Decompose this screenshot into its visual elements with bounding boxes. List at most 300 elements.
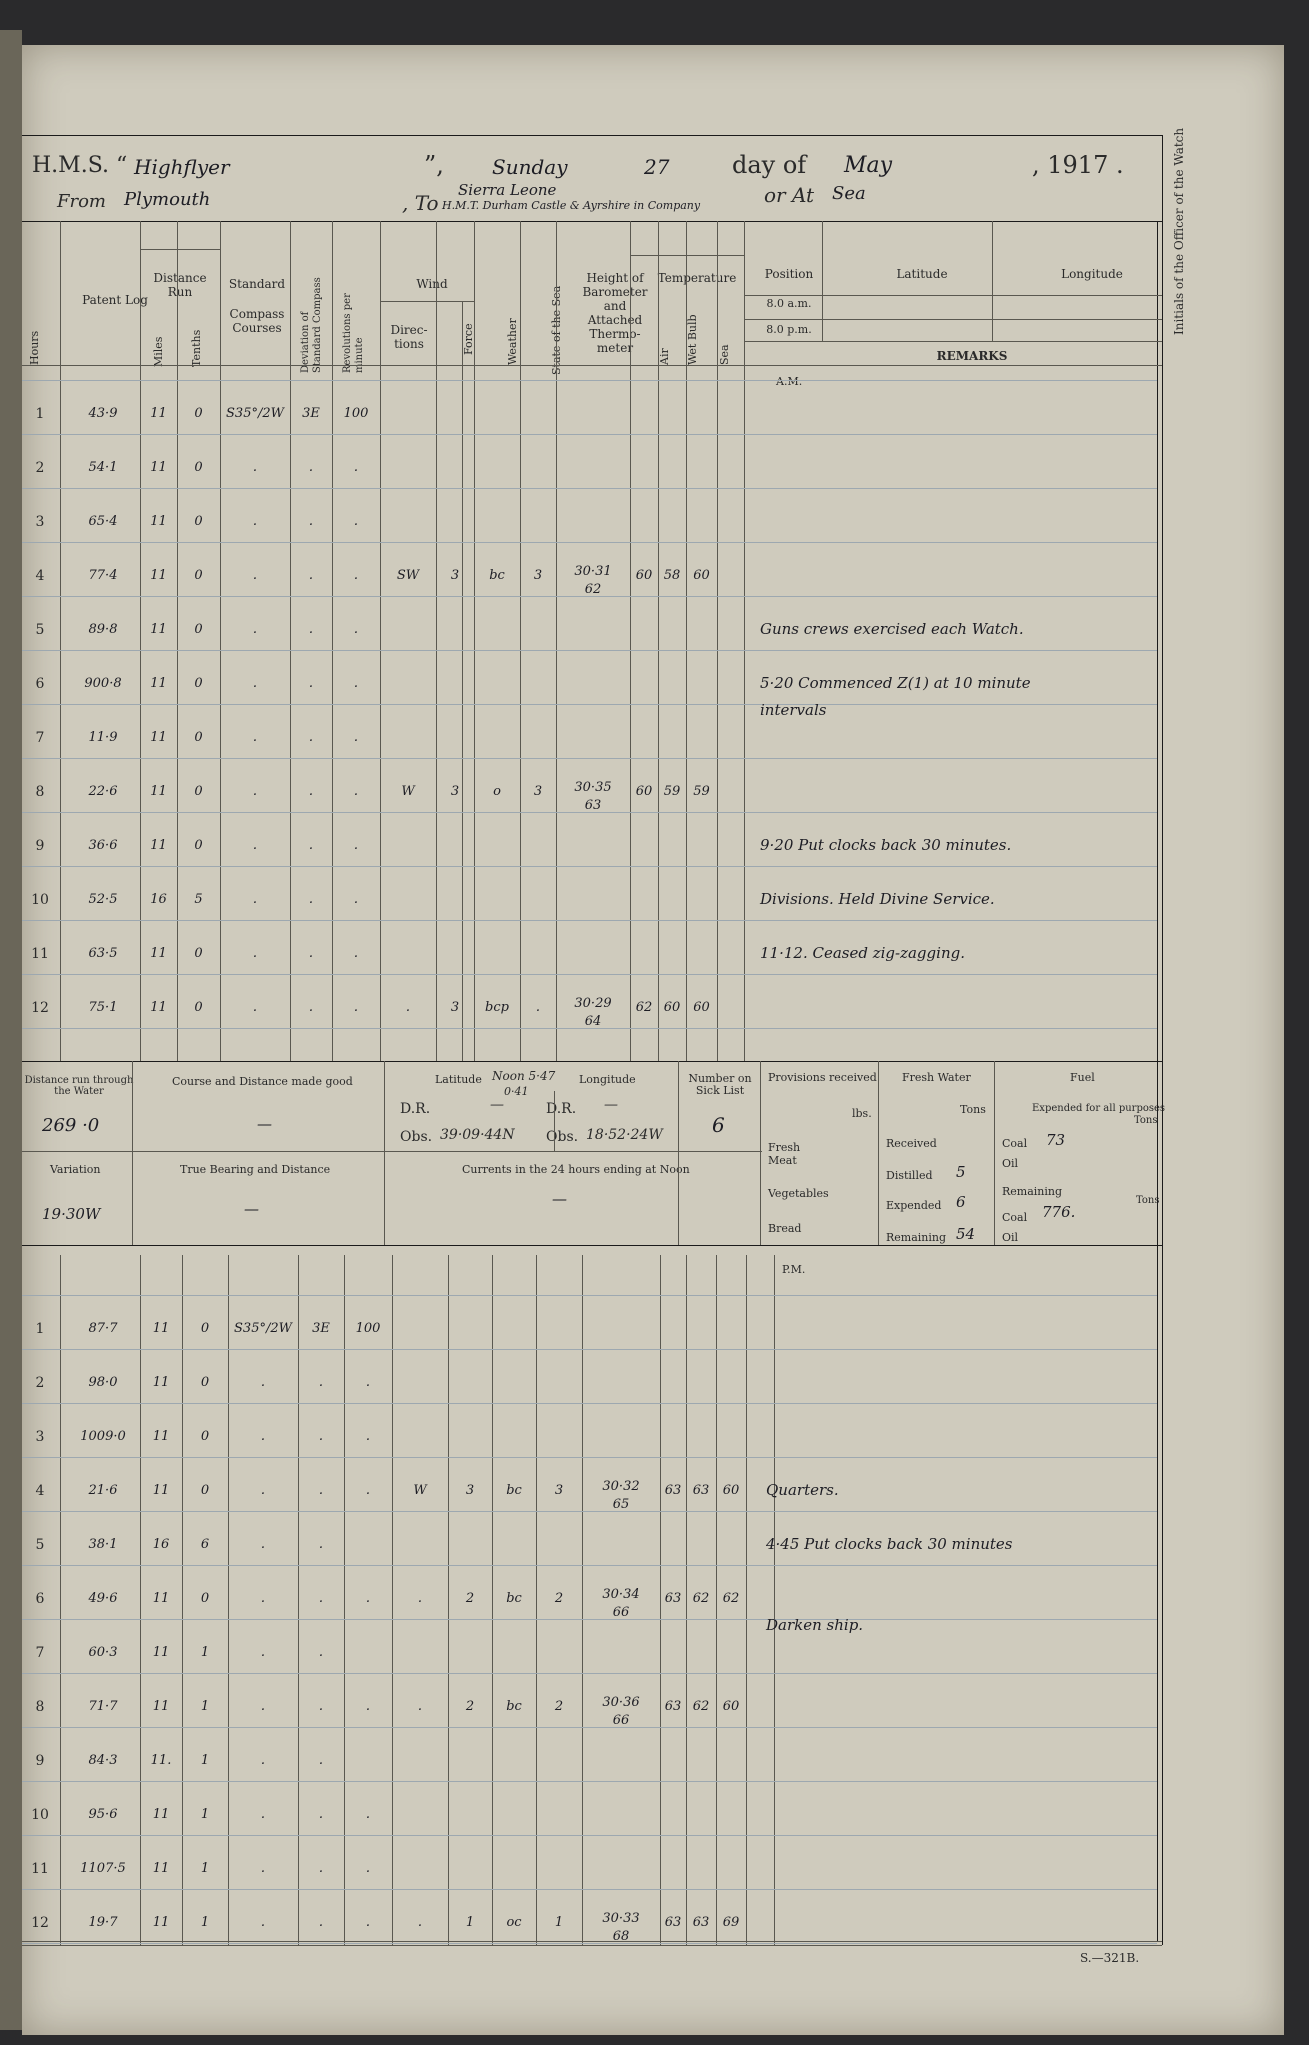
dr-long: — [604,1097,618,1113]
am-miles-10: 16 [150,892,167,907]
col-remarks: REMARKS [936,349,1008,363]
pm-course-10: . [260,1807,266,1822]
am-log-1: 43·9 [88,406,118,421]
am-tenths-1: 0 [194,406,203,421]
pm-thermometer-8: 66 [612,1713,630,1728]
am-tenths-9: 0 [194,838,203,853]
am-log-4: 77·4 [88,568,118,583]
am-col-line-5 [332,221,333,1061]
col-8pm: 8.0 p.m. [766,323,812,336]
am-miles-4: 11 [150,568,167,583]
col-air: Air [658,348,671,365]
pm-course-3: . [260,1429,266,1444]
pm-wind-dir-6: . [417,1591,423,1606]
am-course-2: . [252,460,258,475]
pm-hour-5: 5 [35,1537,45,1553]
expended-label: Expended [886,1199,942,1212]
pm-label: P.M. [782,1263,806,1276]
pm-hour-4: 4 [35,1483,45,1499]
pm-tenths-1: 0 [200,1321,210,1336]
pm-tenths-6: 0 [200,1591,210,1606]
am-miles-11: 11 [150,946,167,961]
to-place: Sierra Leone [458,181,557,199]
noon-note: Noon 5·47 [492,1069,556,1083]
pm-wet-bulb-6: 62 [692,1591,710,1606]
coal-remaining-label: Coal [1002,1211,1028,1224]
to-label: , To [402,191,439,215]
col-force: Force [462,323,475,355]
obs-label-long: Obs. [546,1129,579,1145]
am-deviation-6: . [308,676,314,691]
am-col-line-15 [744,221,745,1061]
am-tenths-7: 0 [194,730,203,745]
currents-value: — [552,1190,567,1208]
pm-log-7: 60·3 [88,1645,118,1660]
am-col-line-0 [60,221,61,1061]
am-revolutions-8: . [353,784,359,799]
obs-label-lat: Obs. [400,1129,433,1145]
vegetables: Vegetables [768,1187,829,1200]
am-course-4: . [252,568,258,583]
distilled-value: 5 [956,1163,966,1181]
pm-hour-11: 11 [31,1861,49,1877]
am-weather-4: bc [489,568,505,583]
pm-sea-temp-4: 60 [722,1483,740,1498]
am-log-6: 900·8 [84,676,122,691]
pm-tenths-3: 0 [200,1429,210,1444]
am-force-8: 3 [450,784,460,799]
am-tenths-11: 0 [194,946,203,961]
col-hours: Hours [28,330,41,365]
year: , 1917 . [1032,151,1124,179]
am-hour-6: 6 [35,676,45,692]
am-log-12: 75·1 [88,1000,118,1015]
pm-sea-temp-6: 62 [722,1591,740,1606]
am-hour-11: 11 [31,946,49,962]
am-course-6: . [252,676,258,691]
pm-hour-3: 3 [35,1429,45,1445]
am-revolutions-7: . [353,730,359,745]
am-revolutions-10: . [353,892,359,907]
pos-pm-line [744,319,1162,320]
pm-log-8: 71·7 [88,1699,118,1714]
am-col-line-7 [436,221,437,1061]
pm-ruled-0 [22,1295,1157,1296]
pm-log-9: 84·3 [88,1753,118,1768]
am-wind-dir-4: SW [396,568,420,583]
col-header-bottom [22,365,1162,366]
noon-col-0 [132,1061,133,1245]
am-miles-5: 11 [150,622,167,637]
am-col-line-10 [556,221,557,1061]
pm-force-6: 2 [465,1591,475,1606]
col-8am: 8.0 a.m. [766,297,812,310]
pm-force-4: 3 [465,1483,475,1498]
from-place: Plymouth [124,189,211,210]
pm-deviation-2: . [318,1375,324,1390]
am-tenths-2: 0 [194,460,203,475]
bottom-rule [22,1945,1162,1946]
am-miles-1: 11 [150,406,167,421]
pm-sea-state-4: 3 [554,1483,564,1498]
coal-expended: 73 [1046,1131,1066,1149]
pm-tenths-5: 6 [200,1537,210,1552]
top-rule [22,135,1162,136]
pm-barometer-4: 30·32 [602,1479,640,1494]
am-log-3: 65·4 [88,514,118,529]
am-air-12: 62 [635,1000,653,1015]
col-deviation: Deviation of Standard Compass [300,277,323,373]
pm-course-2: . [260,1375,266,1390]
pm-deviation-4: . [318,1483,324,1498]
am-col-line-6 [380,221,381,1061]
month: May [844,153,893,178]
am-log-2: 54·1 [88,460,118,475]
pm-wet-bulb-12: 63 [692,1915,710,1930]
pm-weather-4: bc [506,1483,522,1498]
bearing-value: — [244,1200,259,1218]
am-log-9: 36·6 [88,838,118,853]
am-wind-dir-12: . [405,1000,411,1015]
am-weather-8: o [493,784,501,799]
oil-label: Oil [1002,1157,1019,1170]
am-ruled-2 [22,488,1157,489]
pm-wind-dir-8: . [417,1699,423,1714]
pm-wind-dir-12: . [417,1915,423,1930]
pm-deviation-3: . [318,1429,324,1444]
pm-log-5: 38·1 [88,1537,118,1552]
am-col-line-9 [520,221,521,1061]
pm-col-line-0 [60,1255,61,1945]
col-distance-run: Distance Run [153,271,207,299]
wind-sub [380,301,474,302]
pm-hour-7: 7 [35,1645,45,1661]
am-course-10: . [252,892,258,907]
pm-tenths-4: 0 [200,1483,210,1498]
am-ruled-3 [22,542,1157,543]
pm-deviation-6: . [318,1591,324,1606]
dr-label-lat: D.R. [400,1101,431,1117]
pm-sea-state-12: 1 [554,1915,564,1930]
pm-col-line-14 [746,1255,747,1945]
variation-label: Variation [50,1163,101,1176]
col-wet-bulb: Wet Bulb [686,314,699,365]
noon-note-2: 0·41 [504,1085,529,1098]
pm-tenths-10: 1 [200,1807,210,1822]
col-miles: Miles [152,336,165,367]
col-barometer: Height of Barometer and Attached Thermo-meter [582,271,648,355]
expended-value: 6 [956,1193,966,1211]
am-miles-12: 11 [150,1000,167,1015]
am-col-line-13 [686,221,687,1061]
pm-tenths-2: 0 [200,1375,210,1390]
pm-wind-dir-4: W [413,1483,427,1498]
pm-weather-6: bc [506,1591,522,1606]
am-remark-5: 11·12. Ceased zig-zagging. [760,944,965,962]
pm-air-8: 63 [664,1699,682,1714]
fuel-label: Fuel [1070,1071,1095,1084]
am-deviation-11: . [308,946,314,961]
am-thermometer-4: 62 [584,582,602,597]
am-hour-1: 1 [35,406,45,422]
col-patent-log: Patent Log [82,293,148,307]
force-divider [462,301,463,1061]
col-standard: Standard [228,277,286,291]
am-remark-3: 9·20 Put clocks back 30 minutes. [760,836,1012,854]
am-hour-12: 12 [31,1000,49,1016]
pm-log-11: 1107·5 [80,1861,126,1876]
am-deviation-1: 3E [302,406,320,421]
pm-course-5: . [260,1537,266,1552]
pm-hour-12: 12 [31,1915,49,1931]
pm-miles-11: 11 [152,1861,170,1876]
am-ruled-0 [22,380,1157,381]
pm-air-4: 63 [664,1483,682,1498]
pm-ruled-5 [22,1565,1157,1566]
am-thermometer-8: 63 [584,798,602,813]
hms-label: H.M.S. “ [32,153,128,178]
pm-ruled-2 [22,1403,1157,1404]
pm-miles-3: 11 [152,1429,170,1444]
am-wind-dir-8: W [401,784,415,799]
pm-course-6: . [260,1591,266,1606]
am-tenths-12: 0 [194,1000,203,1015]
obs-long: 18·52·24W [586,1127,663,1143]
am-tenths-5: 0 [194,622,203,637]
pm-ruled-1 [22,1349,1157,1350]
bread: Bread [768,1222,802,1235]
col-revolutions: Revolutions per minute [342,293,365,373]
col-directions: Direc-tions [390,323,428,351]
am-col-line-14 [717,221,718,1061]
am-course-3: . [252,514,258,529]
pm-sea-state-8: 2 [554,1699,564,1714]
pm-log-2: 98·0 [88,1375,118,1390]
pm-course-9: . [260,1753,266,1768]
course-label: Course and Distance made good [172,1075,353,1088]
pm-course-4: . [260,1483,266,1498]
am-remark-0: Guns crews exercised each Watch. [760,620,1024,638]
coal-label: Coal [1002,1137,1028,1150]
am-sea-temp-12: 60 [693,1000,710,1015]
am-air-4: 60 [635,568,653,583]
am-tenths-4: 0 [194,568,203,583]
pm-hour-6: 6 [35,1591,45,1607]
am-air-8: 60 [635,784,653,799]
am-ruled-1 [22,434,1157,435]
provisions-label: Provisions received [768,1071,877,1084]
pm-miles-10: 11 [152,1807,170,1822]
pm-course-1: S35°/2W [234,1321,292,1336]
am-ruled-5 [22,650,1157,651]
fresh-water-label: Fresh Water [902,1071,971,1084]
pm-tenths-7: 1 [200,1645,210,1660]
col-state-sea: State of the Sea [550,285,563,375]
pm-thermometer-12: 68 [612,1929,630,1944]
pm-sea-temp-8: 60 [722,1699,740,1714]
am-barometer-4: 30·31 [574,564,612,579]
pm-weather-8: bc [506,1699,522,1714]
am-course-5: . [252,622,258,637]
col-latitude: Latitude [896,267,948,281]
pm-thermometer-6: 66 [612,1605,630,1620]
am-course-8: . [252,784,258,799]
pm-miles-12: 11 [152,1915,170,1930]
am-deviation-2: . [308,460,314,475]
am-remark-4: Divisions. Held Divine Service. [760,890,995,908]
am-col-line-11 [630,221,631,1061]
dr-lat: — [490,1097,504,1113]
am-ruled-6 [22,704,1157,705]
currents-label: Currents in the 24 hours ending at Noon [462,1163,690,1176]
distance-label: Distance run through the Water [24,1075,134,1097]
or-at-label: or At [764,183,815,207]
pm-revolutions-1: 100 [355,1321,381,1336]
pm-course-12: . [260,1915,266,1930]
bearing-label: True Bearing and Distance [180,1163,331,1176]
am-deviation-7: . [308,730,314,745]
day-of-label: day of [732,151,807,179]
pm-miles-7: 11 [152,1645,170,1660]
weekday: Sunday [492,155,568,179]
am-log-10: 52·5 [88,892,118,907]
water-tons-label: Tons [960,1103,986,1116]
am-deviation-3: . [308,514,314,529]
logbook-page [22,45,1284,2035]
officer-initials-label: Initials of the Officer of the Watch [1172,127,1186,335]
pm-barometer-12: 30·33 [602,1911,640,1926]
pm-ruled-10 [22,1835,1157,1836]
am-miles-9: 11 [150,838,167,853]
pm-revolutions-4: . [365,1483,371,1498]
binding-strip [0,30,22,2030]
pm-log-4: 21·6 [88,1483,118,1498]
latitude-label: Latitude [435,1073,482,1086]
pm-revolutions-6: . [365,1591,371,1606]
am-course-7: . [252,730,258,745]
am-hour-3: 3 [35,514,45,530]
am-sea-temp-8: 59 [693,784,710,799]
am-ruled-10 [22,920,1157,921]
am-col-line-3 [220,221,221,1061]
am-hour-4: 4 [35,568,45,584]
am-ruled-9 [22,866,1157,867]
noon-col-5 [994,1061,995,1245]
am-revolutions-4: . [353,568,359,583]
am-col-line-12 [658,221,659,1061]
right-frame [1162,135,1163,1945]
course-value: — [257,1115,272,1133]
pm-miles-5: 16 [152,1537,170,1552]
pos-am-line [744,295,1162,296]
pm-ruled-9 [22,1781,1157,1782]
am-course-1: S35°/2W [226,406,284,421]
am-label: A.M. [776,375,803,388]
am-ruled-7 [22,758,1157,759]
pm-revolutions-10: . [365,1807,371,1822]
am-col-line-1 [140,221,141,1061]
pm-revolutions-11: . [365,1861,371,1876]
am-tenths-8: 0 [194,784,203,799]
coal-remaining: 776. [1042,1203,1076,1221]
am-deviation-9: . [308,838,314,853]
am-tenths-10: 5 [194,892,203,907]
am-hour-7: 7 [35,730,45,746]
am-course-12: . [252,1000,258,1015]
sick-label: Number on Sick List [688,1072,752,1097]
pm-deviation-8: . [318,1699,324,1714]
lbs-label: lbs. [852,1107,872,1120]
expended-all-label: Expended for all purposes [1032,1103,1166,1114]
fresh-meat: Fresh Meat [768,1141,801,1167]
am-hour-5: 5 [35,622,45,638]
pm-hour-9: 9 [35,1753,45,1769]
am-log-8: 22·6 [88,784,118,799]
am-log-7: 11·9 [88,730,118,745]
am-sea-state-8: 3 [533,784,543,799]
at-place: Sea [832,183,866,204]
am-wet-bulb-4: 58 [663,568,681,583]
noon-col-2 [678,1061,679,1245]
pm-miles-1: 11 [152,1321,170,1336]
pm-weather-12: oc [506,1915,522,1930]
col-sea-temp: Sea [718,344,731,365]
am-remark-1: 5·20 Commenced Z(1) at 10 minute [760,674,1031,692]
am-log-5: 89·8 [88,622,118,637]
fuel-remaining-label: Remaining [1002,1185,1063,1198]
am-tenths-3: 0 [194,514,203,529]
am-miles-3: 11 [150,514,167,529]
distance-value: 269 ·0 [42,1115,100,1136]
right-frame-inner [1157,221,1158,1941]
pm-log-3: 1009·0 [80,1429,126,1444]
am-revolutions-1: 100 [343,406,369,421]
pm-sea-state-6: 2 [554,1591,564,1606]
noon-lat-long-divider [554,1091,555,1151]
pm-deviation-1: 3E [312,1321,330,1336]
am-revolutions-11: . [353,946,359,961]
pm-tenths-8: 1 [200,1699,210,1714]
pm-ruled-11 [22,1889,1157,1890]
am-sea-state-4: 3 [533,568,543,583]
am-deviation-4: . [308,568,314,583]
col-position: Position [764,267,814,281]
pm-log-12: 19·7 [88,1915,118,1930]
am-revolutions-9: . [353,838,359,853]
remaining-value: 54 [956,1225,976,1243]
header-rule [22,221,1162,222]
from-label: From [57,191,106,212]
pm-remark-1: 4·45 Put clocks back 30 minutes [766,1535,1013,1553]
escort-note: H.M.T. Durham Castle & Ayrshire in Company [442,199,701,212]
am-miles-8: 11 [150,784,167,799]
ship-name: Highflyer [134,155,230,179]
pm-ruled-3 [22,1457,1157,1458]
fuel-tons-label-2: Tons [1136,1195,1160,1206]
am-hour-9: 9 [35,838,45,854]
col-temperature: Temperature [657,271,737,285]
am-miles-7: 11 [150,730,167,745]
pm-remark-0: Quarters. [766,1481,839,1499]
pm-course-7: . [260,1645,266,1660]
am-sea-state-12: . [535,1000,541,1015]
pm-revolutions-12: . [365,1915,371,1930]
pm-deviation-10: . [318,1807,324,1822]
oil-remaining-label: Oil [1002,1231,1019,1244]
col-tenths: Tenths [190,329,203,367]
col-compass-courses: Compass Courses [229,307,285,335]
pm-deviation-11: . [318,1861,324,1876]
